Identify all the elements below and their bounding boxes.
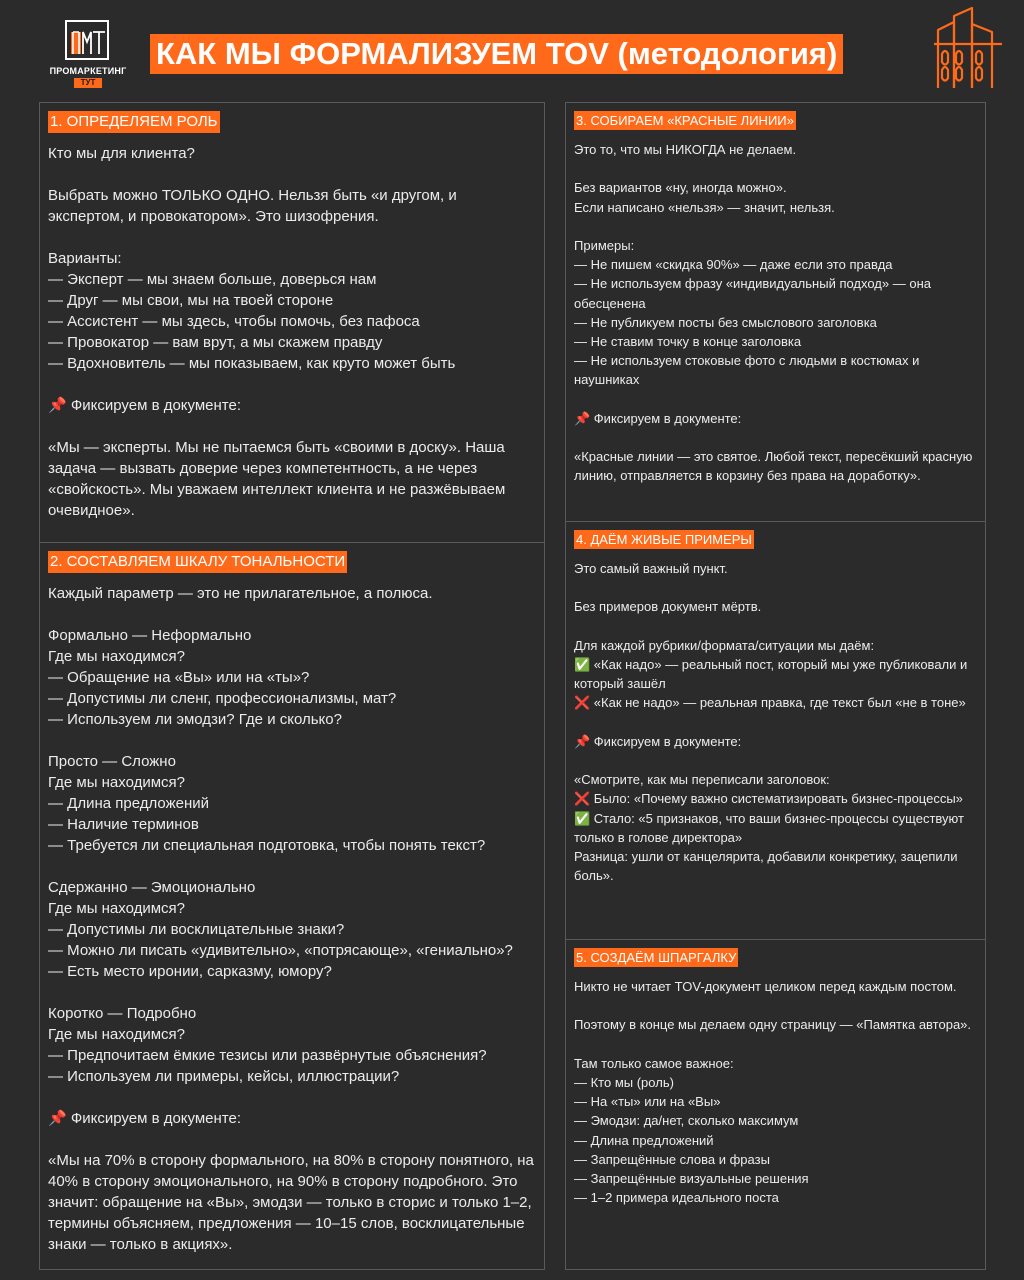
page-title: КАК МЫ ФОРМАЛИЗУЕМ TOV (методология): [156, 36, 838, 71]
section-body: Это то, что мы НИКОГДА не делаем. Без вариантов «ну, иногда можно». Если написано «нельзя» — значит, нельзя. Примеры: — Не пишем «скидка 90%» — даже если это правда — Не используем фразу «индивидуальный подход» — она обесценена — Не публикуем посты без смыслового заголовка — Не ставим точку в конце заголовка — Не используем стоковые фото с людьми в костюмах и наушниках 📌 Фиксируем в документе: «Красные линии — это святое. Любой текст, пересёкший красную линию, отправляется в корзину без права на доработку».: [574, 142, 973, 484]
section-heading: 4. ДАЁМ ЖИВЫЕ ПРИМЕРЫ: [576, 532, 752, 547]
section-role: [39, 102, 545, 543]
section-heading: 5. СОЗДАЁМ ШПАРГАЛКУ: [576, 950, 737, 965]
section-heading: 2. СОСТАВЛЯЕМ ШКАЛУ ТОНАЛЬНОСТИ: [48, 551, 347, 573]
section-body: Никто не читает TOV-документ целиком перед каждым постом. Поэтому в конце мы делаем одну страницу — «Памятка автора». Там только самое важное: — Кто мы (роль) — На «ты» или на «Вы» — Эмодзи: да/нет, сколько максимум — Длина предложений — Запрещённые слова и фразы — Запрещённые визуальные решения — 1–2 примера идеального поста: [574, 979, 972, 1206]
brand-name: ПРОМАРКЕТИНГ: [49, 66, 127, 76]
section-heading: 1. ОПРЕДЕЛЯЕМ РОЛЬ: [48, 111, 220, 133]
city-buildings-icon: [932, 4, 1004, 90]
brand-subname: ТУТ: [74, 78, 102, 88]
brand-logo: [48, 20, 128, 88]
brand-mark-icon: [65, 20, 109, 60]
section-body: Это самый важный пункт. Без примеров документ мёртв. Для каждой рубрики/формата/ситуации мы даём: ✅ «Как надо» — реальный пост, который мы уже публиковали и который зашёл ❌ «Как не надо» — реальная правка, где текст был «не в тоне» 📌 Фиксируем в документе: «Смотрите, как мы переписали заголовок: ❌ Было: «Почему важно систематизировать бизнес-процессы» ✅ Стало: «5 признаков, что ваши бизнес-процессы существуют только в голове директора» Разница: ушли от канцелярита, добавили конкретику, зацепили боль».: [574, 561, 968, 884]
section-live-examples: [565, 521, 986, 940]
section-cheat-sheet: [565, 939, 986, 1270]
page-title-banner: [150, 34, 843, 74]
section-heading: 3. СОБИРАЕМ «КРАСНЫЕ ЛИНИИ»: [576, 113, 794, 128]
section-body: Каждый параметр — это не прилагательное, а полюса. Формально — Неформально Где мы находимся? — Обращение на «Вы» или на «ты»? — Допустимы ли сленг, профессионализмы, мат? — Используем ли эмодзи? Где и сколько? Просто — Сложно Где мы находимся? — Длина предложений — Наличие терминов — Требуется ли специальная подготовка, чтобы понять текст? Сдержанно — Эмоционально Где мы находимся? — Допустимы ли восклицательные знаки? — Можно ли писать «удивительно», «потрясающе», «гениально»? — Есть место иронии, сарказму, юмору? Коротко — Подробно Где мы находимся? — Предпочитаем ёмкие тезисы или развёрнутые объяснения? — Используем ли примеры, кейсы, иллюстрации? 📌 Фиксируем в документе: «Мы на 70% в сторону формального, на 80% в сторону понятного, на 40% в сторону эмоционального, на 90% в сторону подробного. Это значит: обращение на «Вы», эмодзи — только в сторис и только 1–2, термины объясняем, предложения — 10–15 слов, восклицательные знаки — только в акциях».: [48, 585, 534, 1253]
section-body: Кто мы для клиента? Выбрать можно ТОЛЬКО ОДНО. Нельзя быть «и другом, и экспертом, и провокатором». Это шизофрения. Варианты: — Эксперт — мы знаем больше, доверься нам — Друг — мы свои, мы на твоей стороне — Ассистент — мы здесь, чтобы помочь, без пафоса — Провокатор — вам врут, а мы скажем правду — Вдохновитель — мы показываем, как круто может быть 📌 Фиксируем в документе: «Мы — эксперты. Мы не пытаемся быть «своими в доску». Наша задача — вызвать доверие через компетентность, а не через «свойскость». Мы уважаем интеллект клиента и не разжёвываем очевидное».: [48, 145, 506, 519]
section-tone-scale: [39, 542, 545, 1270]
section-red-lines: [565, 102, 986, 522]
